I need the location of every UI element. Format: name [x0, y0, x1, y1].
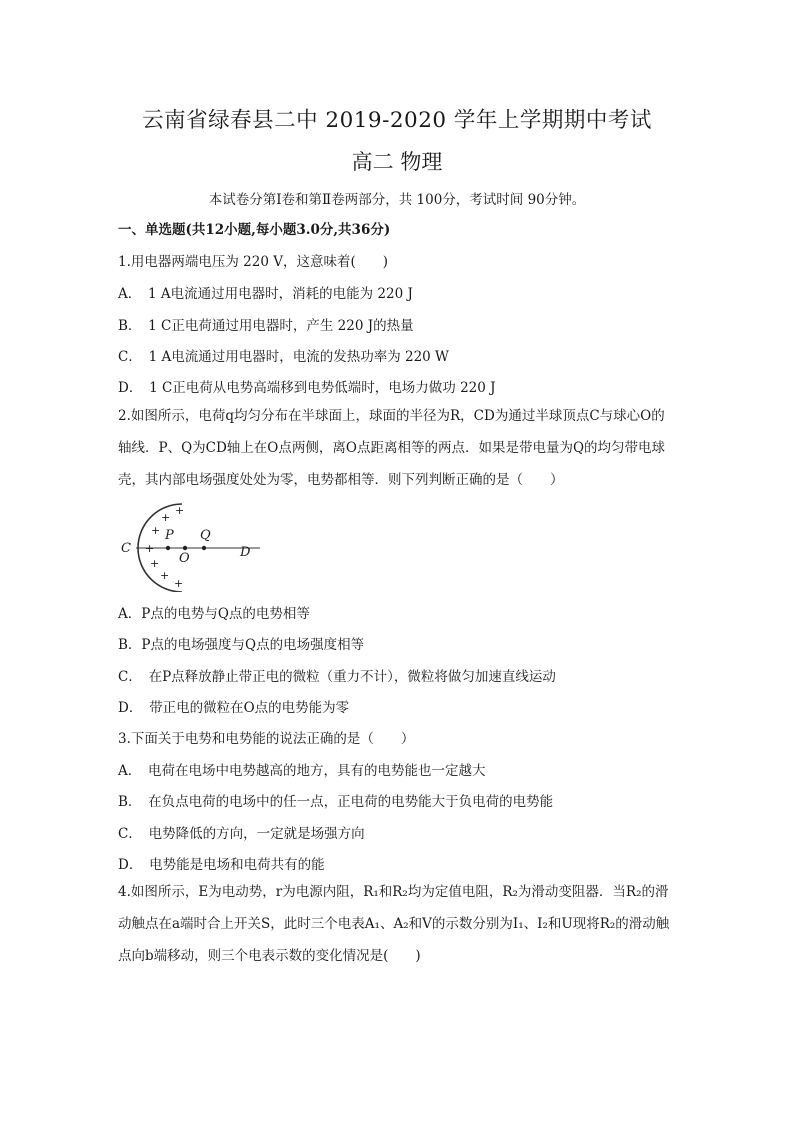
- question-2-option-c: C． 在P点释放静止带正电的微粒（重力不计），微粒将做匀加速直线运动: [118, 669, 556, 685]
- question-1-option-b: B． 1 C正电荷通过用电器时，产生 220 J的热量: [118, 318, 414, 334]
- plus-sign: +: [150, 557, 160, 570]
- plus-sign: +: [174, 577, 184, 590]
- exam-subtitle: 高二 物理: [351, 150, 443, 174]
- label-o: O: [179, 551, 190, 566]
- question-1-option-d: D． 1 C正电荷从电势高端移到电势低端时，电场力做功 220 J: [118, 380, 496, 396]
- plus-sign: +: [151, 524, 161, 537]
- point-o-dot: [183, 546, 187, 550]
- question-1-option-a: A． 1 A电流通过用电器时，消耗的电能为 220 J: [118, 286, 413, 302]
- question-1-option-c: C． 1 A电流通过用电器时，电流的发热功率为 220 W: [118, 349, 449, 365]
- question-3-option-c: C． 电势降低的方向，一定就是场强方向: [118, 826, 365, 842]
- plus-sign: +: [160, 569, 170, 582]
- question-2-stem: 2.如图所示，电荷q均匀分布在半球面上，球面的半径为R，CD为通过半球顶点C与球心O的轴线．P、Q为CD轴上在O点两侧，离O点距离相等的两点．如果是带电量为Q的均匀带电球壳，其内部电场强度处处为零，电势都相等．则下列判断正确的是（ ）: [118, 408, 666, 488]
- label-p: P: [165, 528, 174, 543]
- plus-sign: +: [145, 542, 155, 555]
- question-2-option-d: D． 带正电的微粒在O点的电势能为零: [118, 700, 350, 716]
- hemisphere-diagram: [118, 500, 268, 592]
- point-q-dot: [202, 546, 206, 550]
- question-3-stem: 3.下面关于电势和电势能的说法正确的是（ ）: [118, 731, 415, 747]
- plus-sign: +: [175, 504, 185, 517]
- plus-sign: +: [161, 511, 171, 524]
- question-4-stem: 4.如图所示，E为电动势，r为电源内阻，R₁和R₂均为定值电阻，R₂为滑动变阻器．当R₂的滑动触点在a端时合上开关S，此时三个电表A₁、A₂和V的示数分别为I₁、I₂和U现将R₂的滑动触点向b端移动，则三个电表示数的变化情况是( ): [118, 884, 670, 964]
- point-p-dot: [166, 546, 170, 550]
- exam-intro: 本试卷分第Ⅰ卷和第Ⅱ卷两部分，共 100分，考试时间 90分钟。: [208, 192, 586, 208]
- section-heading: 一、单选题(共12小题,每小题3.0分,共36分): [118, 222, 391, 238]
- label-c: C: [121, 541, 131, 556]
- question-3-option-a: A． 电荷在电场中电势越高的地方，具有的电势能也一定越大: [118, 763, 486, 779]
- label-q: Q: [200, 528, 211, 543]
- question-2-option-a: A．P点的电势与Q点的电势相等: [118, 606, 310, 622]
- question-2-option-b: B．P点的电场强度与Q点的电场强度相等: [118, 637, 365, 653]
- question-3-option-b: B． 在负点电荷的电场中的任一点，正电荷的电势能大于负电荷的电势能: [118, 794, 554, 810]
- hemisphere-figure: [118, 500, 268, 592]
- question-3-option-d: D． 电势能是电场和电荷共有的能: [118, 857, 325, 873]
- label-d: D: [240, 545, 251, 560]
- question-1-stem: 1.用电器两端电压为 220 V，这意味着( ): [118, 254, 389, 270]
- exam-title: 云南省绿春县二中 2019-2020 学年上学期期中考试: [142, 108, 652, 133]
